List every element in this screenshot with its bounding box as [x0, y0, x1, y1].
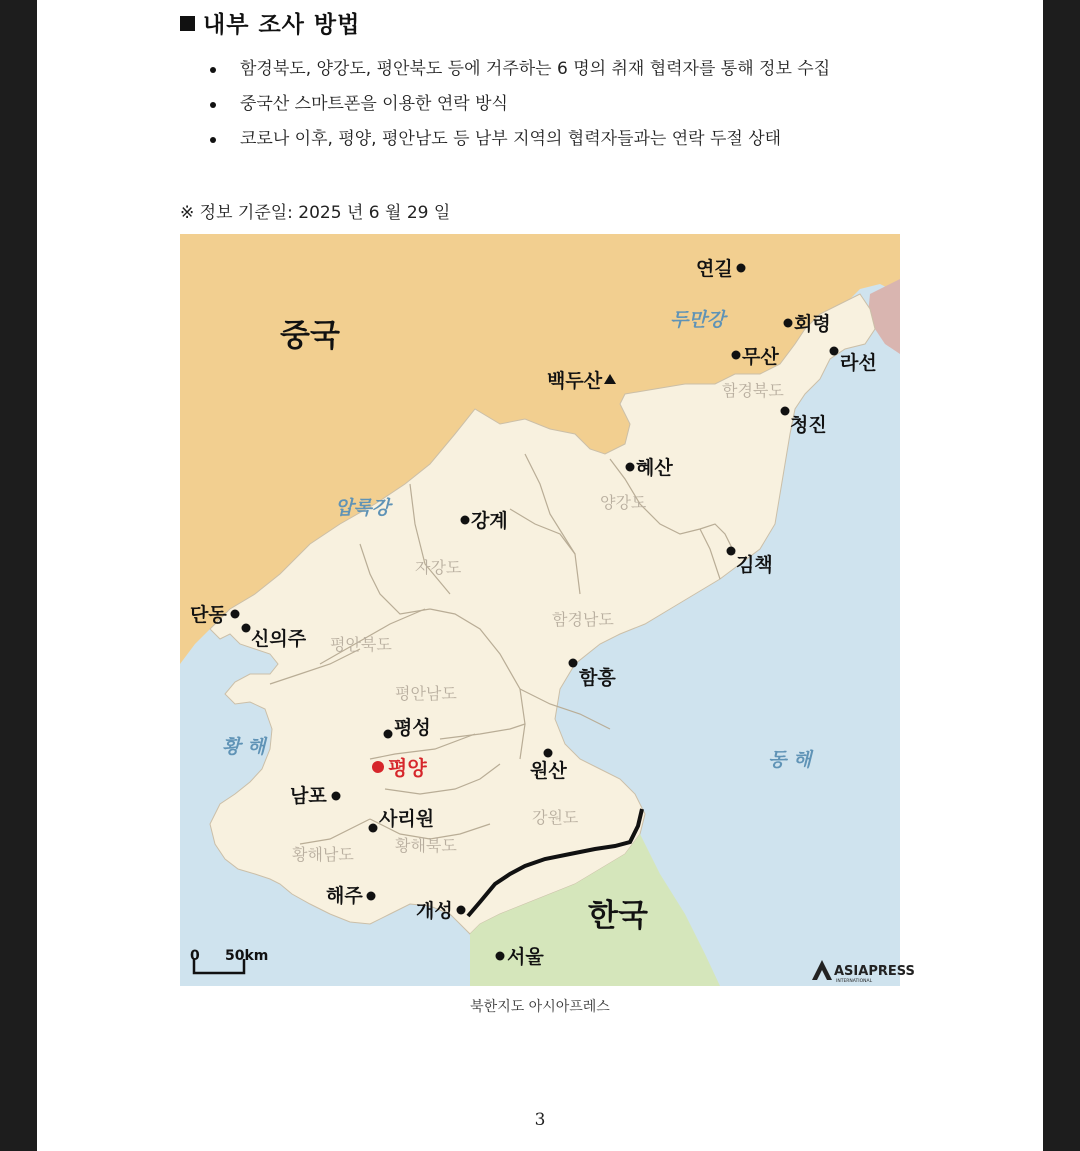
city-dot-wonsan	[544, 749, 553, 758]
city-dot-seoul	[496, 952, 505, 961]
label-n-hamgyong: 함경북도	[722, 381, 784, 400]
label-musan: 무산	[742, 346, 779, 368]
section-title: 내부 조사 방법	[203, 12, 361, 38]
label-east-sea: 동 해	[768, 749, 812, 771]
label-wonsan: 원산	[530, 760, 567, 782]
label-yellow-sea: 황 해	[222, 736, 266, 758]
bullet-dot-icon	[210, 102, 216, 108]
city-dot-chongjin	[781, 407, 790, 416]
label-n-pyongan: 평안북도	[330, 635, 392, 654]
document-page	[37, 0, 1043, 1151]
logo-sub: INTERNATIONAL	[836, 979, 873, 984]
bullet-dot-icon	[210, 137, 216, 143]
label-s-pyongan: 평안남도	[395, 684, 457, 703]
city-dot-hyesan	[626, 463, 635, 472]
scale-zero: 0	[190, 948, 200, 964]
page-number: 3	[534, 1110, 546, 1130]
city-dot-pyongsong	[384, 730, 393, 739]
scale-distance: 50km	[225, 948, 269, 964]
city-dot-kaesong	[457, 906, 466, 915]
label-rason: 라선	[840, 352, 877, 374]
label-s-hamgyong: 함경남도	[552, 610, 614, 629]
label-yalu-river: 압록강	[335, 497, 391, 519]
label-ryanggang: 양강도	[600, 493, 647, 512]
bullet-dot-icon	[210, 67, 216, 73]
label-jagang: 자강도	[415, 558, 462, 577]
label-kaesong: 개성	[416, 900, 453, 922]
north-korea-map	[180, 234, 915, 986]
list-item: 코로나 이후, 평양, 평안남도 등 남부 지역의 협력자들과는 연락 두절 상태	[180, 124, 830, 159]
label-hamhung: 함흥	[579, 667, 616, 689]
city-dot-sariwon	[369, 824, 378, 833]
label-kimchaek: 김책	[736, 554, 773, 576]
label-chongjin: 청진	[790, 414, 827, 436]
city-dot-sinuiju	[242, 624, 251, 633]
label-sariwon: 사리원	[379, 808, 435, 830]
logo-name: ASIAPRESS	[834, 964, 915, 979]
label-haeju: 해주	[326, 885, 363, 907]
info-basis-date: ※ 정보 기준일: 2025 년 6 월 29 일	[180, 203, 451, 223]
label-yeongil: 연길	[696, 258, 733, 280]
square-bullet-icon	[180, 16, 195, 31]
city-dot-dandong	[231, 610, 240, 619]
label-kanggye: 강계	[471, 510, 508, 532]
label-korea: 한국	[588, 898, 648, 934]
label-sinuiju: 신의주	[251, 628, 307, 650]
city-dot-musan	[732, 351, 741, 360]
list-item: 함경북도, 양강도, 평안북도 등에 거주하는 6 명의 취재 협력자를 통해 정보 수집	[180, 54, 830, 89]
label-hoeryong: 회령	[794, 313, 831, 335]
label-seoul: 서울	[507, 946, 544, 968]
city-dot-hamhung	[569, 659, 578, 668]
city-dot-rason	[830, 347, 839, 356]
label-hyesan: 혜산	[636, 457, 673, 479]
label-pyongyang: 평양	[388, 756, 427, 780]
city-dot-hoeryong	[784, 319, 793, 328]
city-dot-nampo	[332, 792, 341, 801]
city-dot-kanggye	[461, 516, 470, 525]
label-baekdusan: 백두산	[547, 370, 603, 392]
label-china: 중국	[280, 318, 340, 354]
label-tumen-river: 두만강	[670, 309, 726, 331]
label-s-hwanghae: 황해남도	[292, 845, 354, 864]
label-pyongsong: 평성	[394, 717, 431, 739]
city-dot-pyongyang	[372, 761, 384, 773]
list-item: 중국산 스마트폰을 이용한 연락 방식	[180, 89, 830, 124]
section-heading	[180, 6, 360, 39]
city-dot-haeju	[367, 892, 376, 901]
label-dandong: 단동	[190, 604, 227, 626]
label-n-hwanghae: 황해북도	[395, 836, 457, 855]
city-dot-yeongil	[737, 264, 746, 273]
label-kangwon: 강원도	[532, 808, 579, 827]
city-dot-kimchaek	[727, 547, 736, 556]
map-caption: 북한지도 아시아프레스	[470, 999, 610, 1015]
method-list	[180, 54, 830, 159]
label-nampo: 남포	[290, 785, 327, 807]
